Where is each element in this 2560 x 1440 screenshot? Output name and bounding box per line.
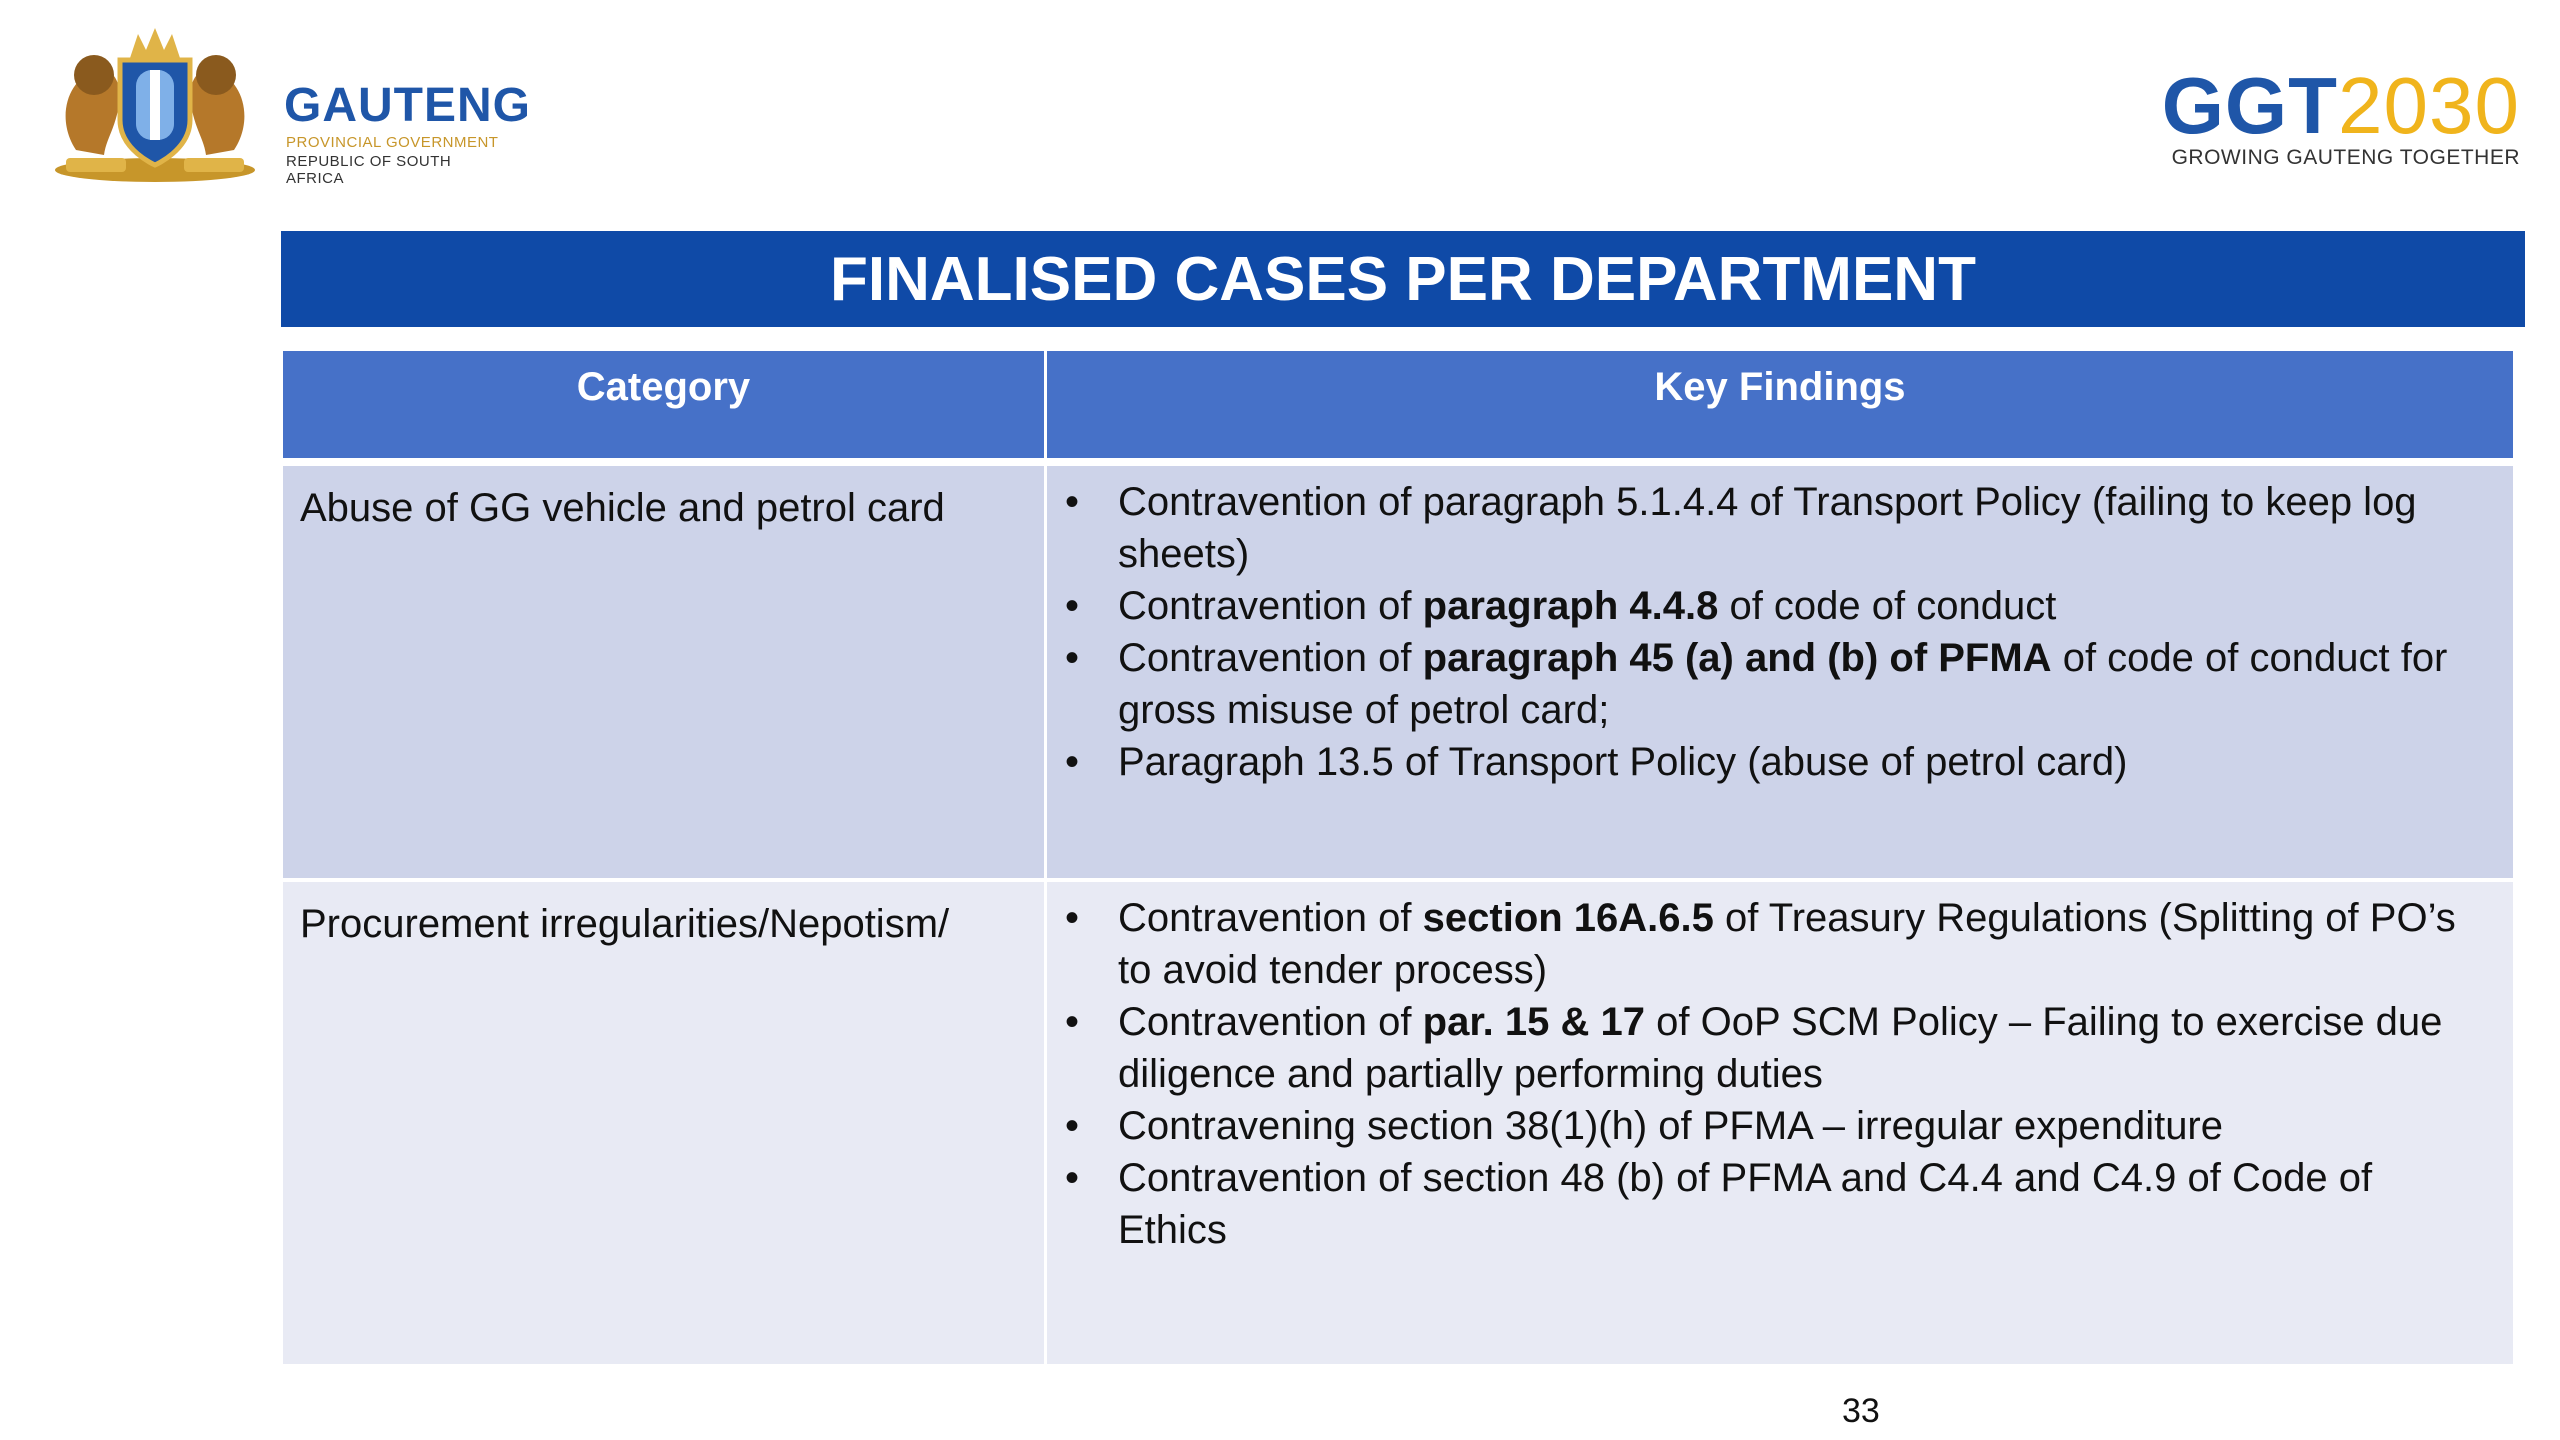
table-row — [283, 466, 2513, 878]
coat-of-arms-icon — [46, 20, 264, 186]
slide-title: FINALISED CASES PER DEPARTMENT — [281, 231, 2525, 327]
gauteng-wordmark: GAUTENG — [284, 79, 531, 132]
finding-item: • Paragraph 13.5 of Transport Policy (abuse of petrol card) — [1065, 736, 2483, 788]
findings-cell — [1047, 466, 2513, 878]
republic-text: REPUBLIC OF SOUTH AFRICA — [286, 153, 452, 187]
findings-cell — [1047, 882, 2513, 1364]
ggt2030-wordmark — [2161, 61, 2520, 150]
category-cell: Abuse of GG vehicle and petrol card — [283, 466, 1047, 878]
ggt-letters: GGT — [2161, 61, 2339, 150]
finding-item: • Contravention of section 48 (b) of PFMA and C4.4 and C4.9 of Code of Ethics — [1065, 1152, 2483, 1256]
category-cell: Procurement irregularities/Nepotism/ — [283, 882, 1047, 1364]
finding-item: • Contravention of paragraph 4.4.8 of code of conduct — [1065, 580, 2483, 632]
header-key-findings: Key Findings — [1047, 351, 2513, 458]
provincial-government-text: PROVINCIAL GOVERNMENT — [286, 134, 499, 151]
bullet-icon: • — [1065, 480, 1080, 524]
findings-list — [1047, 882, 2513, 1256]
ggt-year: 2030 — [2338, 61, 2520, 150]
bullet-icon: • — [1065, 740, 1080, 784]
header-category: Category — [283, 351, 1047, 458]
table-header-row — [283, 351, 2513, 458]
finding-item: • Contravention of paragraph 5.1.4.4 of Transport Policy (failing to keep log sheets) — [1065, 476, 2483, 580]
findings-list — [1047, 466, 2513, 788]
gauteng-logo — [46, 20, 531, 187]
findings-table — [283, 351, 2513, 1364]
page-number: 33 — [1842, 1392, 1880, 1430]
bullet-icon: • — [1065, 1000, 1080, 1044]
bullet-icon: • — [1065, 1156, 1080, 1200]
ggt-tagline: GROWING GAUTENG TOGETHER — [2171, 146, 2520, 169]
bullet-icon: • — [1065, 636, 1080, 680]
finding-item: • Contravention of par. 15 & 17 of OoP SCM Policy – Failing to exercise due diligence and partially performing duties — [1065, 996, 2483, 1100]
ggt2030-logo — [2161, 61, 2520, 184]
bullet-icon: • — [1065, 1104, 1080, 1148]
table-row — [283, 882, 2513, 1364]
finding-item: • Contravention of section 16A.6.5 of Treasury Regulations (Splitting of PO’s to avoid tender process) — [1065, 892, 2483, 996]
finding-item: • Contravening section 38(1)(h) of PFMA – irregular expenditure — [1065, 1100, 2483, 1152]
finding-item: • Contravention of paragraph 45 (a) and (b) of PFMA of code of conduct for gross misuse of petrol card; — [1065, 632, 2483, 736]
bullet-icon: • — [1065, 896, 1080, 940]
bullet-icon: • — [1065, 584, 1080, 628]
